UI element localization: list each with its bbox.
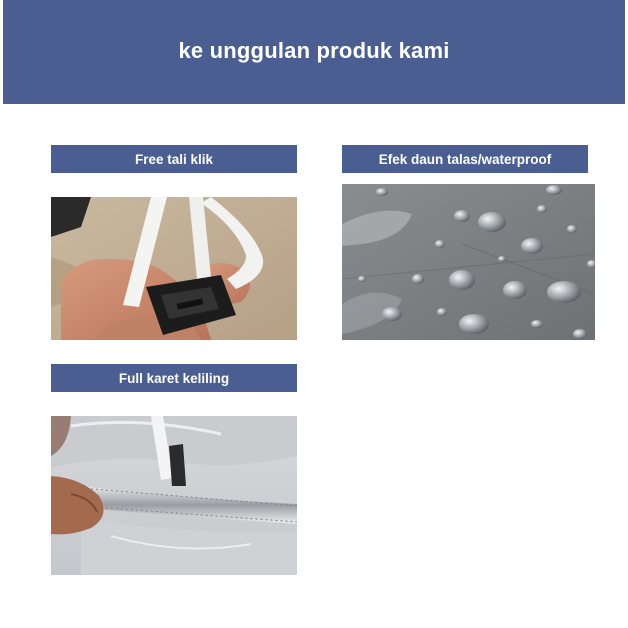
elastic-rim-photo	[51, 416, 297, 575]
feature-label-waterproof: Efek daun talas/waterproof	[342, 145, 588, 173]
feature-label-karet-keliling: Full karet keliling	[51, 364, 297, 392]
buckle-strap-photo	[51, 197, 297, 340]
feature-label-tali-klik: Free tali klik	[51, 145, 297, 173]
header-banner	[3, 0, 625, 104]
water-droplets-photo	[342, 184, 595, 340]
page-title: ke unggulan produk kami	[178, 38, 450, 63]
